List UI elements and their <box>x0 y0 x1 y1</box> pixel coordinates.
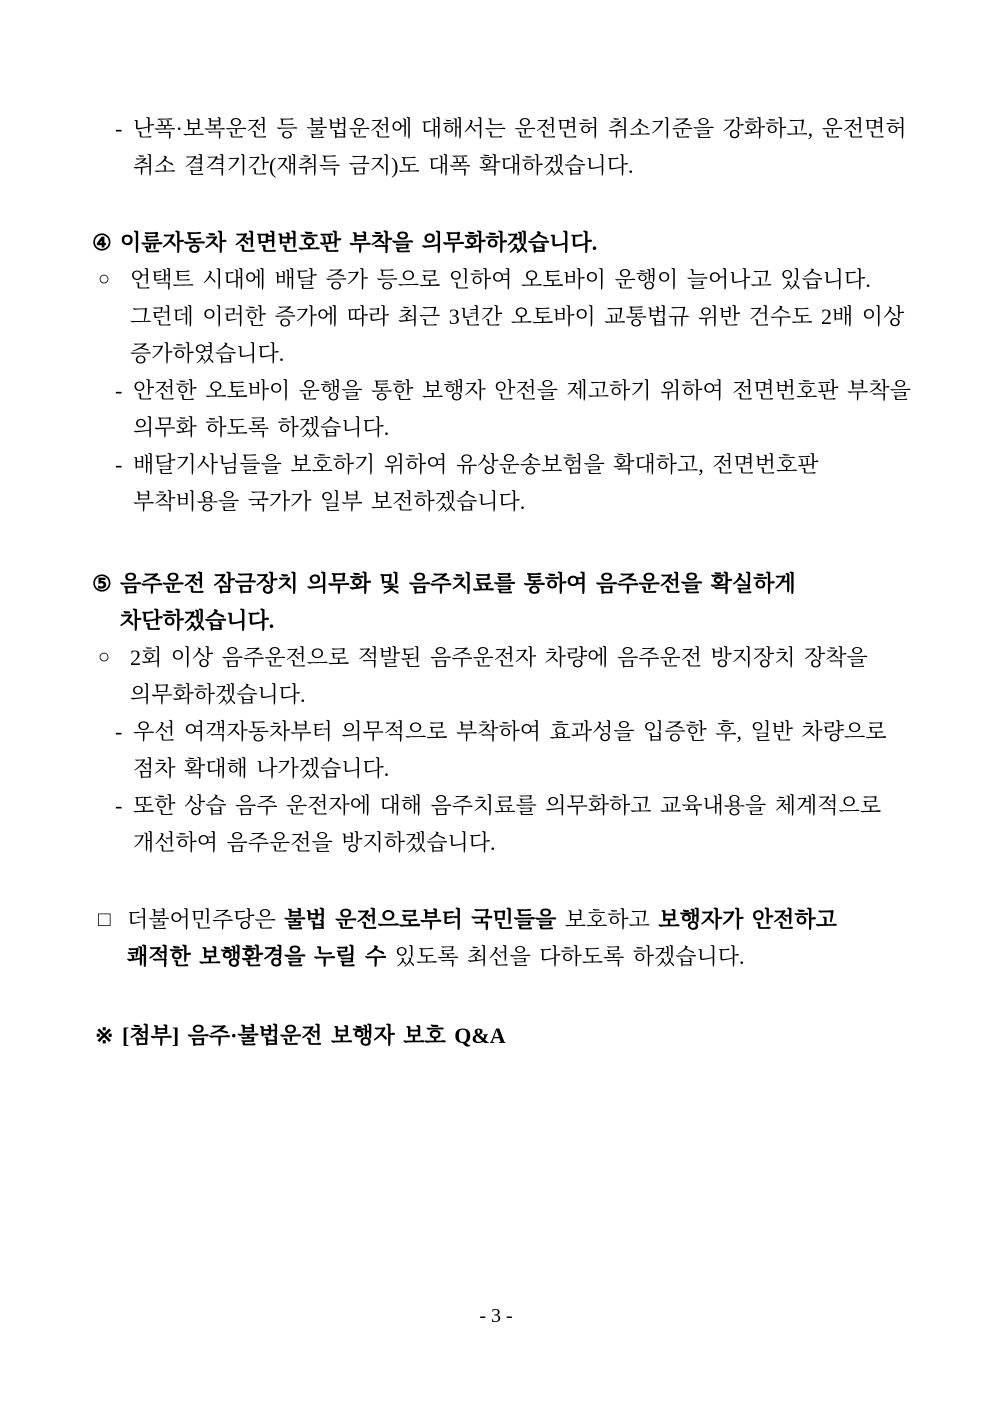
circle-bullet: ○ <box>98 646 111 668</box>
text-line: 그런데 이러한 증가에 따라 최근 3년간 오토바이 교통법규 위반 건수도 2배 이상 <box>130 304 905 329</box>
summary-square-item <box>90 901 920 975</box>
text-line: 개선하여 음주운전을 방지하겠습니다. <box>133 830 496 855</box>
paragraph-circle-item <box>90 261 920 372</box>
dash-bullet: - <box>115 719 123 744</box>
text-line: 2회 이상 음주운전으로 적발된 음주운전자 차량에 음주운전 방지장치 장착을 <box>130 645 868 670</box>
section-heading-4 <box>90 224 920 261</box>
dash-bullet: - <box>115 116 123 141</box>
paragraph-text <box>133 446 920 520</box>
heading-text <box>120 224 920 261</box>
text-line: [첨부] 음주·불법운전 보행자 보호 Q&A <box>122 1023 506 1048</box>
paragraph-dash-item <box>90 110 920 184</box>
document-body <box>90 110 920 1054</box>
text-line: 점차 확대해 나가겠습니다. <box>133 756 390 781</box>
reference-mark: ※ <box>95 1023 114 1048</box>
square-bullet: □ <box>98 907 111 931</box>
paragraph-text <box>122 1017 920 1054</box>
paragraph-text <box>133 110 920 184</box>
dash-bullet: - <box>115 378 123 403</box>
text-line: 배달기사님들을 보호하기 위하여 유상운송보험을 확대하고, 전면번호판 <box>133 452 819 477</box>
paragraph-text <box>130 261 920 372</box>
paragraph-text <box>133 787 920 861</box>
text-segment-bold: 불법 운전으로부터 국민들을 <box>284 907 557 932</box>
paragraph-text <box>130 639 920 713</box>
text-line: 이륜자동차 전면번호판 부착을 의무화하겠습니다. <box>120 230 598 255</box>
text-segment-bold: 쾌적한 보행환경을 누릴 수 <box>127 944 387 969</box>
text-segment: 더불어민주당은 <box>127 907 285 932</box>
circle-bullet: ○ <box>98 268 111 290</box>
paragraph-text <box>133 372 920 446</box>
dash-bullet: - <box>115 793 123 818</box>
text-line: 의무화 하도록 하겠습니다. <box>133 415 390 440</box>
paragraph-text <box>133 713 920 787</box>
text-line: 증가하였습니다. <box>130 341 285 366</box>
page-number: - 3 - <box>479 1305 513 1327</box>
text-segment: 보호하고 <box>556 907 659 932</box>
text-line: 언택트 시대에 배달 증가 등으로 인하여 오토바이 운행이 늘어나고 있습니다. <box>130 267 871 292</box>
paragraph-dash-item <box>90 446 920 520</box>
text-line: 의무화하겠습니다. <box>130 682 306 707</box>
text-line: 취소 결격기간(재취득 금지)도 대폭 확대하겠습니다. <box>133 153 634 178</box>
paragraph-dash-item <box>90 372 920 446</box>
paragraph-dash-item <box>90 787 920 861</box>
text-line: 또한 상습 음주 운전자에 대해 음주치료를 의무화하고 교육내용을 체계적으로 <box>133 793 882 818</box>
text-line: 음주운전 잠금장치 의무화 및 음주치료를 통하여 음주운전을 확실하게 <box>120 571 796 596</box>
dash-bullet: - <box>115 452 123 477</box>
circled-number-4-marker: ④ <box>92 230 112 255</box>
text-segment-bold: 보행자가 안전하고 <box>658 907 837 932</box>
heading-text <box>120 565 920 639</box>
paragraph-dash-item <box>90 713 920 787</box>
paragraph-circle-item <box>90 639 920 713</box>
text-line: 우선 여객자동차부터 의무적으로 부착하여 효과성을 입증한 후, 일반 차량으로 <box>133 719 887 744</box>
paragraph-text <box>127 901 920 975</box>
attachment-note <box>90 1017 920 1054</box>
section-heading-5 <box>90 565 920 639</box>
text-line: 안전한 오토바이 운행을 통한 보행자 안전을 제고하기 위하여 전면번호판 부착을 <box>133 378 911 403</box>
text-line: 부착비용을 국가가 일부 보전하겠습니다. <box>133 489 526 514</box>
text-line: 차단하겠습니다. <box>120 608 275 633</box>
text-line <box>127 938 920 975</box>
text-segment: 있도록 최선을 다하도록 하겠습니다. <box>386 944 745 969</box>
text-line: 난폭·보복운전 등 불법운전에 대해서는 운전면허 취소기준을 강화하고, 운전면허 <box>133 116 907 141</box>
circled-number-5-marker: ⑤ <box>92 571 112 596</box>
text-line <box>127 901 920 938</box>
